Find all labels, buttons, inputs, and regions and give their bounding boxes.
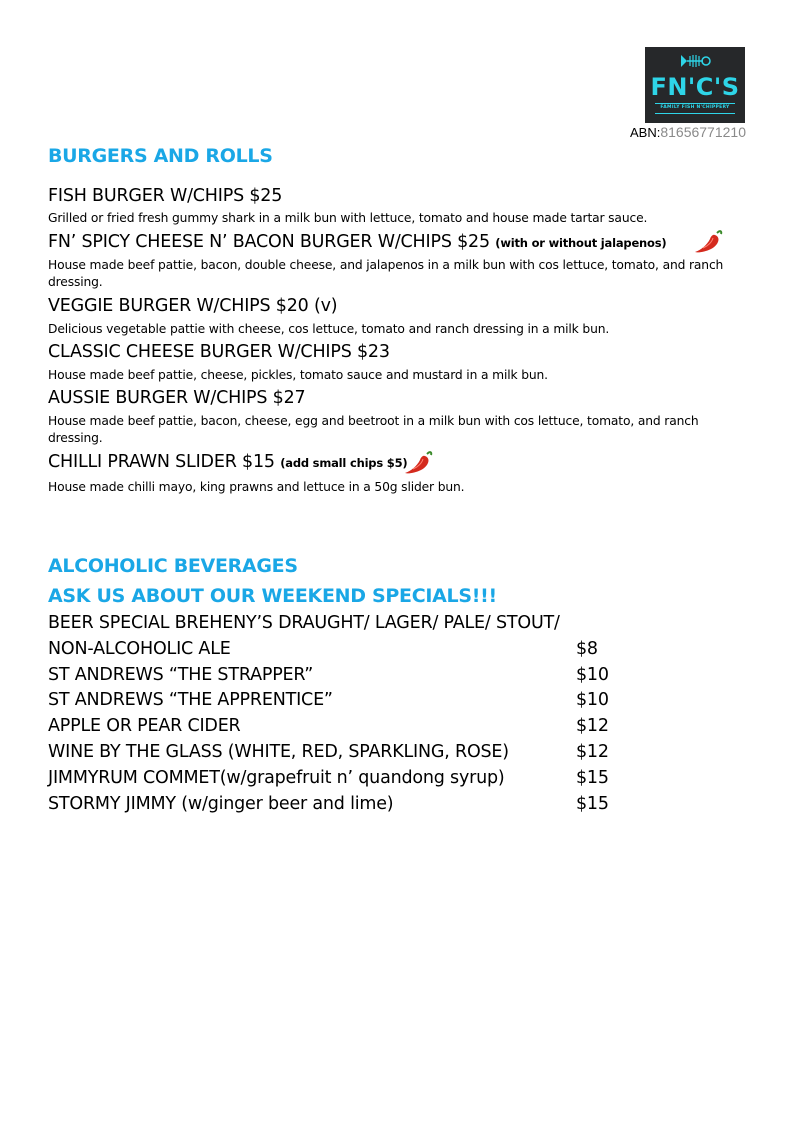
section-subheading-specials: ASK US ABOUT OUR WEEKEND SPECIALS!!! — [48, 585, 497, 607]
logo-brand-text: FN'C'S — [650, 73, 740, 101]
item-note: (with or without jalapenos) — [495, 236, 667, 250]
menu-item-description: House made chilli mayo, king prawns and lettuce in a 50g slider bun. — [48, 480, 465, 494]
chilli-pepper-icon — [403, 449, 433, 477]
beverage-name: WINE BY THE GLASS (WHITE, RED, SPARKLING, ROSE) — [48, 742, 509, 762]
beverage-price: $12 — [576, 716, 609, 736]
abn-label: ABN: — [630, 125, 661, 140]
menu-item-title — [48, 342, 390, 362]
item-title-text: CLASSIC CHEESE BURGER W/CHIPS $23 — [48, 342, 390, 362]
beverage-name: STORMY JIMMY (w/ginger beer and lime) — [48, 794, 394, 814]
logo-rule-bottom — [655, 113, 735, 114]
beverage-price: $15 — [576, 768, 609, 788]
menu-item-description: House made beef pattie, bacon, cheese, egg and beetroot in a milk bun with cos lettuce, tomato, and ranch dressing. — [48, 414, 699, 445]
logo-tagline: FAMILY FISH N'CHIPPERY — [660, 105, 730, 110]
menu-item-description: House made beef pattie, bacon, double cheese, and jalapenos in a milk bun with cos lettuce, tomato, and ranch dressing. — [48, 258, 724, 289]
section-heading-beverages: ALCOHOLIC BEVERAGES — [48, 555, 298, 577]
item-title-text: FISH BURGER W/CHIPS $25 — [48, 186, 283, 206]
beverage-price: $15 — [576, 794, 609, 814]
beverage-price: $8 — [576, 639, 598, 659]
fish-skeleton-icon — [679, 52, 711, 70]
menu-item-description: House made beef pattie, cheese, pickles, tomato sauce and mustard in a milk bun. — [48, 368, 548, 382]
beverage-name: ST ANDREWS “THE APPRENTICE” — [48, 690, 333, 710]
beverage-price: $10 — [576, 690, 609, 710]
brand-logo — [645, 47, 745, 123]
menu-item-title — [48, 186, 282, 206]
beverage-price: $10 — [576, 665, 609, 685]
menu-item-title — [48, 388, 305, 408]
beverage-name: BEER SPECIAL BREHENY’S DRAUGHT/ LAGER/ PALE/ STOUT/ — [48, 613, 560, 633]
abn-line — [630, 124, 746, 140]
beverage-name: APPLE OR PEAR CIDER — [48, 716, 241, 736]
logo-rule-top — [655, 103, 735, 104]
section-heading-burgers: BURGERS AND ROLLS — [48, 145, 273, 167]
menu-item-description: Delicious vegetable pattie with cheese, cos lettuce, tomato and ranch dressing in a milk bun. — [48, 322, 610, 336]
beverage-price: $12 — [576, 742, 609, 762]
chilli-pepper-icon — [693, 228, 723, 256]
item-title-text: FN’ SPICY CHEESE N’ BACON BURGER W/CHIPS $25 — [48, 232, 490, 252]
beverage-name: NON-ALCOHOLIC ALE — [48, 639, 231, 659]
menu-item-title — [48, 232, 666, 252]
menu-item-description: Grilled or fried fresh gummy shark in a milk bun with lettuce, tomato and house made tartar sauce. — [48, 211, 648, 225]
abn-number: 81656771210 — [660, 124, 746, 140]
menu-item-title — [48, 452, 407, 472]
beverage-name: JIMMYRUM COMMET(w/grapefruit n’ quandong syrup) — [48, 768, 505, 788]
item-title-text: CHILLI PRAWN SLIDER $15 — [48, 452, 275, 472]
item-title-text: VEGGIE BURGER W/CHIPS $20 (v) — [48, 296, 338, 316]
item-title-text: AUSSIE BURGER W/CHIPS $27 — [48, 388, 306, 408]
beverage-name: ST ANDREWS “THE STRAPPER” — [48, 665, 314, 685]
menu-item-title — [48, 296, 337, 316]
item-note: (add small chips $5) — [280, 456, 408, 470]
